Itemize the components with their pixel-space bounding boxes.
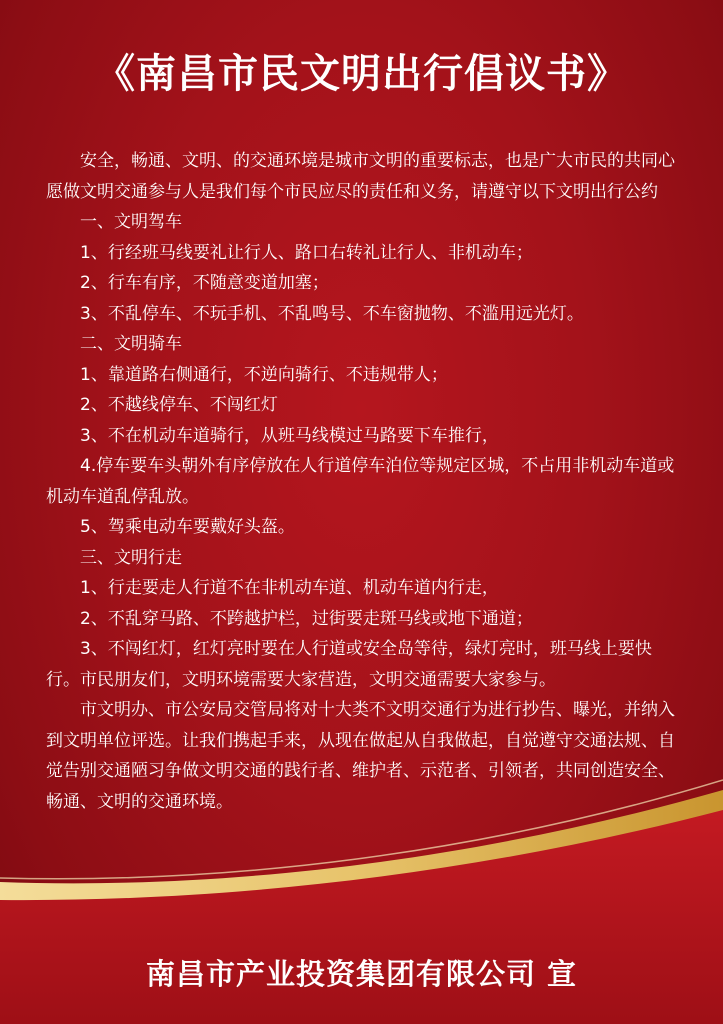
proposal-body <box>46 146 678 817</box>
list-item: 3、不乱停车、不玩手机、不乱鸣号、不车窗抛物、不滥用远光灯。 <box>80 303 584 324</box>
closing-paragraph: 市文明办、市公安局交管局将对十大类不文明交通行为进行抄告、曝光，并纳入到文明单位评选。让我们携起手来，从现在做起从自我做起，自觉遵守交通法规、自觉告别交通陋习争做文明交通的践行者、维护者、示范者、引领者，共同创造安全、畅通、文明的交通环境。 <box>46 700 675 812</box>
page-title: 《南昌市民文明出行倡议书》 <box>95 51 628 97</box>
list-item: 2、不越线停车、不闯红灯 <box>80 395 278 415</box>
section-heading-driving: 一、文明驾车 <box>80 212 182 232</box>
section-heading-cycling: 二、文明骑车 <box>80 334 182 354</box>
list-item: 1、靠道路右侧通行，不逆向骑行、不违规带人； <box>80 364 448 385</box>
list-item: 2、不乱穿马路、不跨越护栏，过街要走斑马线或地下通道； <box>80 608 533 629</box>
intro-paragraph: 安全，畅通、文明、的交通环境是城市文明的重要标志，也是广大市民的共同心愿做文明交通参与人是我们每个市民应尽的责任和义务，请遵守以下文明出行公约 <box>46 151 675 202</box>
list-item: 1、行经班马线要礼让行人、路口右转礼让行人、非机动车； <box>80 242 533 263</box>
list-item: 1、行走要走人行道不在非机动车道、机动车道内行走， <box>80 578 499 598</box>
list-item: 3、不在机动车道骑行，从班马线模过马路要下车推行， <box>80 425 499 446</box>
list-item: 4.停车要车头朝外有序停放在人行道停车泊位等规定区城，不占用非机动车道或机动车道乱停乱放。 <box>46 456 675 507</box>
list-item: 2、行车有序，不随意变道加塞； <box>80 273 329 293</box>
list-item: 3、不闯红灯，红灯亮时要在人行道或安全岛等待，绿灯亮时，班马线上要快行。市民朋友们，文明环境需要大家营造，文明交通需要大家参与。 <box>46 639 652 690</box>
footer-signature: 南昌市产业投资集团有限公司 宣 <box>145 957 578 991</box>
section-heading-walking: 三、文明行走 <box>80 547 182 568</box>
list-item: 5、驾乘电动车要戴好头盔。 <box>80 517 295 537</box>
